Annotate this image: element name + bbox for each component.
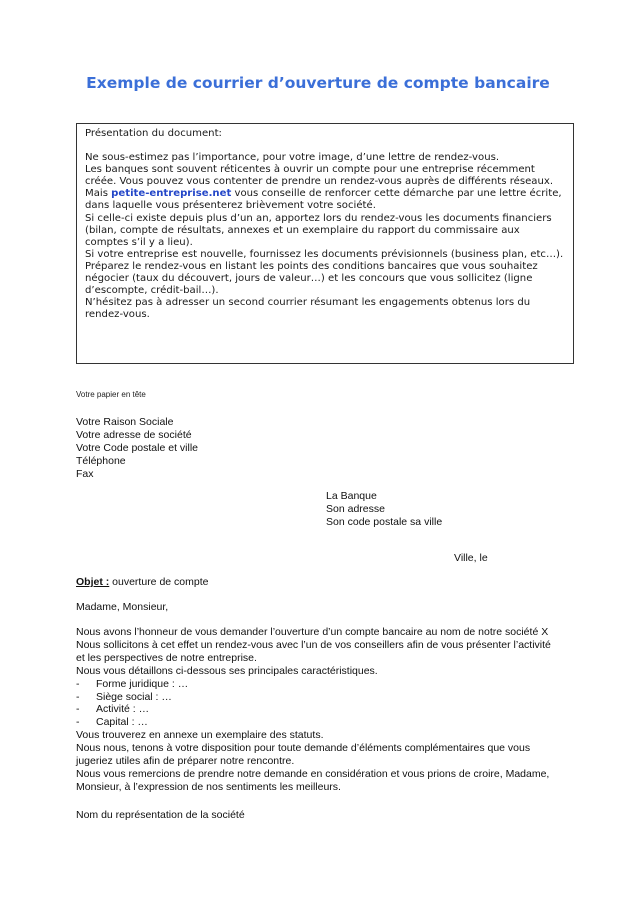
presentation-box <box>76 123 574 364</box>
place-date: Ville, le <box>454 552 488 564</box>
body-paragraph-6: Nous vous remercions de prendre notre demande en considération et vous prions de croire, Madame, Monsieur, à l’expression de nos sentiments les meilleurs. <box>76 767 550 793</box>
presentation-paragraph-2-end: vous conseille de renforcer cette démarche par une lettre écrite, dans laquelle vous présenterez brièvement votre société. <box>85 188 562 212</box>
body-paragraph-1: Nous avons l’honneur de vous demander l’ouverture d’un compte bancaire au nom de notre société X <box>76 626 549 638</box>
recipient-line: Son adresse <box>326 503 385 515</box>
list-item: - Siège social : … <box>76 690 172 703</box>
letter-body <box>76 626 560 794</box>
letterhead-note: Votre papier en tête <box>76 390 146 399</box>
document-title: Exemple de courrier d’ouverture de compte bancaire <box>86 74 550 92</box>
sender-line: Votre Raison Sociale <box>76 416 174 428</box>
sender-line: Votre adresse de société <box>76 429 192 441</box>
presentation-paragraph-5: Préparez le rendez-vous en listant les points des conditions bancaires que vous souhaitez négocier (taux du découvert, jours de valeur…) et les concours que vous sollicitez (ligne d’escompte, crédit-bail…). <box>85 260 538 297</box>
body-paragraph-5: Nous nous, tenons à votre disposition pour toute demande d’éléments complémentaires que vous jugeriez utiles afin de préparer notre rencontre. <box>76 742 531 768</box>
object-line <box>76 576 208 588</box>
recipient-line: Son code postale sa ville <box>326 516 443 528</box>
list-item-text: Capital : … <box>96 716 148 729</box>
list-item-text: Activité : … <box>96 703 150 716</box>
list-item: - Forme juridique : … <box>76 677 189 690</box>
list-item: - Activité : … <box>76 703 150 716</box>
presentation-heading: Présentation du document: <box>85 128 222 139</box>
presentation-paragraph-1: Ne sous-estimez pas l’importance, pour votre image, d’une lettre de rendez-vous. <box>85 152 500 164</box>
presentation-paragraph-2-start: Les banques sont souvent réticentes à ouvrir un compte pour une entreprise récemment créée. Vous pouvez vous contenter de prendre un rendez-vous auprès de différents réseaux. Mais <box>85 164 554 200</box>
body-paragraph-3: Nous vous détaillons ci-dessous ses principales caractéristiques. <box>76 664 378 677</box>
sender-block <box>76 416 198 481</box>
presentation-paragraph-6: N’hésitez pas à adresser un second courrier résumant les engagements obtenus lors du rendez-vous. <box>85 297 531 321</box>
recipient-block <box>326 490 442 529</box>
list-item-text: Siège social : … <box>96 690 172 703</box>
list-item: - Capital : … <box>76 716 148 729</box>
list-item-text: Forme juridique : … <box>96 677 189 690</box>
sender-line: Téléphone <box>76 455 126 467</box>
object-label: Objet : <box>76 576 110 588</box>
presentation-paragraph-3: Si celle-ci existe depuis plus d’un an, apportez lors du rendez-vous les documents financiers (bilan, compte de résultats, annexes et un exemplaire du rapport du commissaire aux comptes s’il y a lieu). <box>85 212 552 248</box>
site-link[interactable]: petite-entreprise.net <box>111 188 232 200</box>
signature-line: Nom du représentation de la société <box>76 809 245 821</box>
body-paragraph-4: Vous trouverez en annexe un exemplaire des statuts. <box>76 729 324 742</box>
presentation-paragraph-2 <box>85 164 566 212</box>
object-text: ouverture de compte <box>109 576 209 588</box>
sender-line: Fax <box>76 468 94 480</box>
recipient-line: La Banque <box>326 490 377 502</box>
body-paragraph-2: Nous sollicitons à cet effet un rendez-vous avec l’un de vos conseillers afin de vous présenter l’activité et les perspectives de notre entreprise. <box>76 638 551 664</box>
salutation: Madame, Monsieur, <box>76 601 169 613</box>
sender-line: Votre Code postale et ville <box>76 442 198 454</box>
presentation-paragraph-4: Si votre entreprise est nouvelle, fournissez les documents prévisionnels (business plan, etc…). <box>85 248 564 260</box>
